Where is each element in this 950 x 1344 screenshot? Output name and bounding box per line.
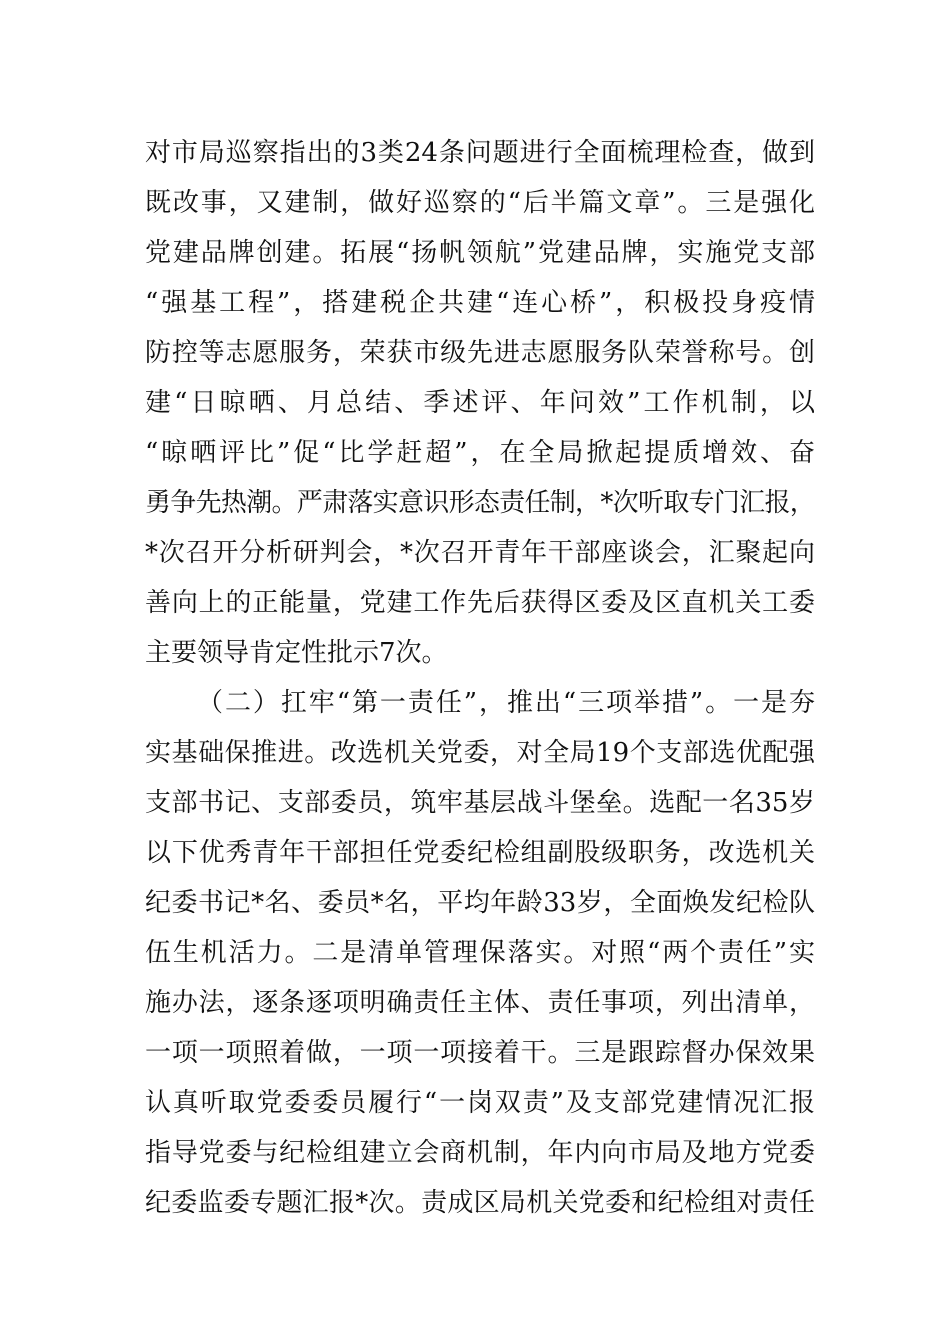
text-line: *次召开分析研判会，*次召开青年干部座谈会，汇聚起向 bbox=[145, 538, 815, 568]
text-line: 建“日晾晒、月总结、季述评、年问效”工作机制，以 bbox=[145, 388, 815, 418]
text-line: （二）扛牢“第一责任”，推出“三项举措”。一是夯 bbox=[197, 688, 815, 718]
text-line: “晾晒评比”促“比学赶超”，在全局掀起提质增效、奋 bbox=[145, 438, 815, 468]
text-line: 勇争先热潮。严肃落实意识形态责任制，*次听取专门汇报， bbox=[145, 488, 815, 518]
text-line: 支部书记、支部委员，筑牢基层战斗堡垒。选配一名35岁 bbox=[145, 788, 815, 818]
text-line: 一项一项照着做，一项一项接着干。三是跟踪督办保效果 bbox=[145, 1038, 815, 1068]
text-line: “强基工程”，搭建税企共建“连心桥”，积极投身疫情 bbox=[145, 288, 815, 318]
document-body bbox=[145, 128, 815, 1228]
text-line: 对市局巡察指出的3类24条问题进行全面梳理检查，做到 bbox=[145, 138, 815, 168]
text-line: 指导党委与纪检组建立会商机制，年内向市局及地方党委 bbox=[145, 1138, 815, 1168]
text-line: 纪委监委专题汇报*次。责成区局机关党委和纪检组对责任 bbox=[145, 1188, 815, 1218]
text-line: 伍生机活力。二是清单管理保落实。对照“两个责任”实 bbox=[145, 938, 815, 968]
text-line: 以下优秀青年干部担任党委纪检组副股级职务，改选机关 bbox=[145, 838, 815, 868]
text-line: 实基础保推进。改选机关党委，对全局19个支部选优配强 bbox=[145, 738, 815, 768]
text-line: 施办法，逐条逐项明确责任主体、责任事项，列出清单， bbox=[145, 988, 815, 1018]
text-line: 防控等志愿服务，荣获市级先进志愿服务队荣誉称号。创 bbox=[145, 338, 815, 368]
text-line: 善向上的正能量，党建工作先后获得区委及区直机关工委 bbox=[145, 588, 815, 618]
text-line: 既改事，又建制，做好巡察的“后半篇文章”。三是强化 bbox=[145, 188, 815, 218]
text-line: 主要领导肯定性批示7次。 bbox=[145, 638, 448, 668]
text-line: 纪委书记*名、委员*名，平均年龄33岁，全面焕发纪检队 bbox=[145, 888, 815, 918]
text-line: 党建品牌创建。拓展“扬帆领航”党建品牌，实施党支部 bbox=[145, 238, 815, 268]
text-line: 认真听取党委委员履行“一岗双责”及支部党建情况汇报 bbox=[145, 1088, 815, 1118]
